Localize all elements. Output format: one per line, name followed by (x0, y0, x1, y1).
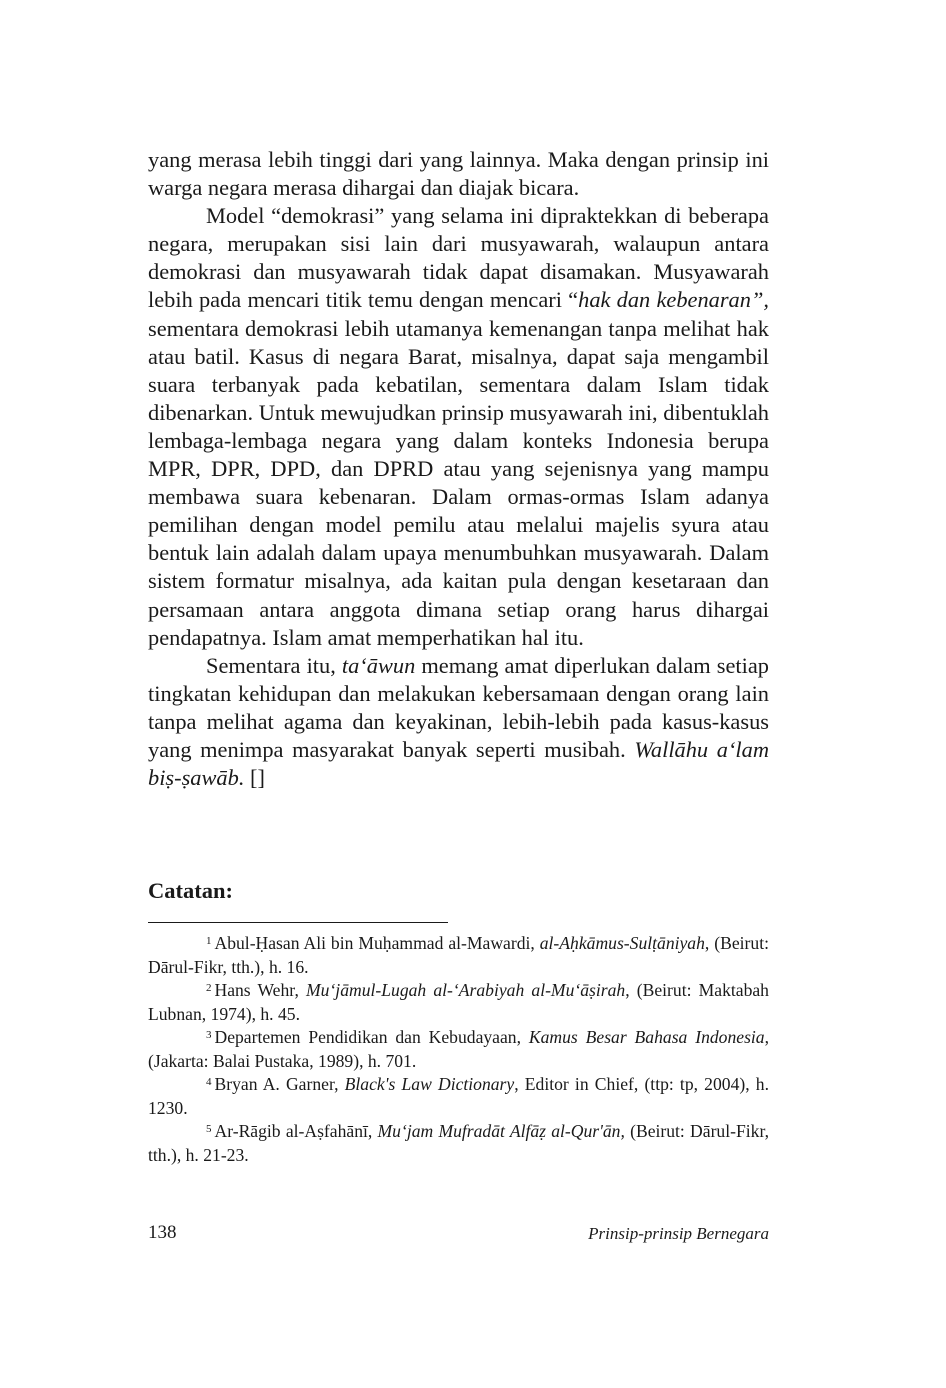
footnote-number: 1 (206, 935, 212, 947)
paragraph-3 (148, 652, 769, 792)
notes-heading: Catatan: (148, 878, 233, 903)
footnote-title: Black's Law Dictionary (344, 1074, 515, 1094)
paragraph-2-text-b: sementara demokrasi lebih utamanya kemenangan tanpa melihat hak atau batil. Kasus di negara Barat, misalnya, dapat saja mengambil suara terbanyak pada kebatilan, sementara dalam Islam tidak dibenarkan. Untuk mewujudkan prinsip musyawarah ini, dibentuklah lembaga-lembaga negara yang dalam konteks Indonesia berupa MPR, DPR, DPD, dan DPRD atau yang sejenisnya yang mampu membawa suara kebenaran. Dalam ormas-ormas Islam adanya pemilihan dengan model pemilu atau melalui majelis syura atau bentuk lain adalah dalam upaya menumbuhkan musyawarah. Dalam sistem formatur misalnya, ada kaitan pula dengan kesetaraan dan persamaan antara anggota dimana setiap orang harus dihargai pendapatnya. Islam amat memperhatikan hal itu. (148, 315, 769, 650)
footnote-title: Mu‘jāmul-Lugah al-‘Arabiyah al-Mu‘āṣirah (306, 980, 626, 1000)
footnote-publication: , (Jakarta: Balai Pustaka, 1989), h. 701. (148, 1027, 770, 1071)
paragraph-1-text: yang merasa lebih tinggi dari yang lainnya. Maka dengan prinsip ini warga negara merasa dihargai dan diajak bicara. (148, 147, 769, 201)
paragraph-2-text-a: Model “demokrasi” yang selama ini dipraktekkan di beberapa negara, merupakan sisi lain dari musyawarah, walaupun antara demokrasi dan musyawarah tidak dapat disamakan. Musyawarah lebih pada mencari titik temu dengan mencari “ (148, 203, 769, 313)
footnote-number: 2 (206, 982, 212, 994)
paragraph-3-end: [] (244, 765, 265, 791)
footnotes (148, 932, 769, 1167)
paragraph-3-text-a: Sementara itu, (206, 652, 342, 678)
footnote-title: Mu‘jam Mufradāt Alfāẓ al-Qur'ān, (377, 1121, 625, 1141)
page-number: 138 (148, 1222, 177, 1243)
footnote-3 (148, 1026, 769, 1073)
footnote-title: al-Aḥkāmus-Sulṭāniyah (539, 933, 705, 953)
footnote-text: Abul-Ḥasan Ali bin Muḥammad al-Mawardi, (214, 933, 540, 953)
footnote-4 (148, 1073, 769, 1120)
footnote-text: Bryan A. Garner, (214, 1074, 345, 1094)
footnote-title: Kamus Besar Bahasa Indonesia (528, 1027, 765, 1047)
running-title: Prinsip-prinsip Bernegara (588, 1224, 769, 1243)
footnote-publication: , Editor in Chief, (ttp: tp, 2004), h. 1230. (148, 1074, 769, 1118)
footnote-publication: , (Beirut: Dārul-Fikr, tth.), h. 16. (148, 933, 769, 977)
footnote-5 (148, 1120, 769, 1167)
paragraph-3-text-b: memang amat diperlukan dalam setiap tingkatan kehidupan dan melakukan kebersamaan dengan orang lain tanpa melihat agama dan keyakinan, lebih-lebih pada kasus-kasus yang menimpa masyarakat banyak seperti musibah. (148, 652, 769, 762)
footnote-text: Hans Wehr, (214, 980, 306, 1000)
paragraph-1 (148, 146, 769, 202)
paragraph-2-italic: hak dan kebenaran”, (578, 287, 770, 313)
footnote-number: 3 (206, 1029, 212, 1041)
footnote-publication: (Beirut: Dārul-Fikr, tth.), h. 21-23. (148, 1121, 769, 1165)
footnote-publication: , (Beirut: Maktabah Lubnan, 1974), h. 45. (148, 980, 769, 1024)
footnote-1 (148, 932, 769, 979)
paragraph-3-italic: ta‘āwun (341, 652, 416, 678)
footnote-2 (148, 979, 769, 1026)
footnote-text: Ar-Rāgib al-Aṣfahānī, (214, 1121, 378, 1141)
paragraph-3-closing-italic: Wallāhu a‘lam biṣ-ṣawāb. (148, 736, 769, 791)
footnote-text: Departemen Pendidikan dan Kebudayaan, (214, 1027, 529, 1047)
paragraph-2 (148, 202, 769, 652)
footnote-number: 5 (206, 1123, 212, 1135)
body-text (148, 146, 769, 792)
footnote-rule (148, 922, 448, 923)
footnote-number: 4 (206, 1076, 212, 1088)
